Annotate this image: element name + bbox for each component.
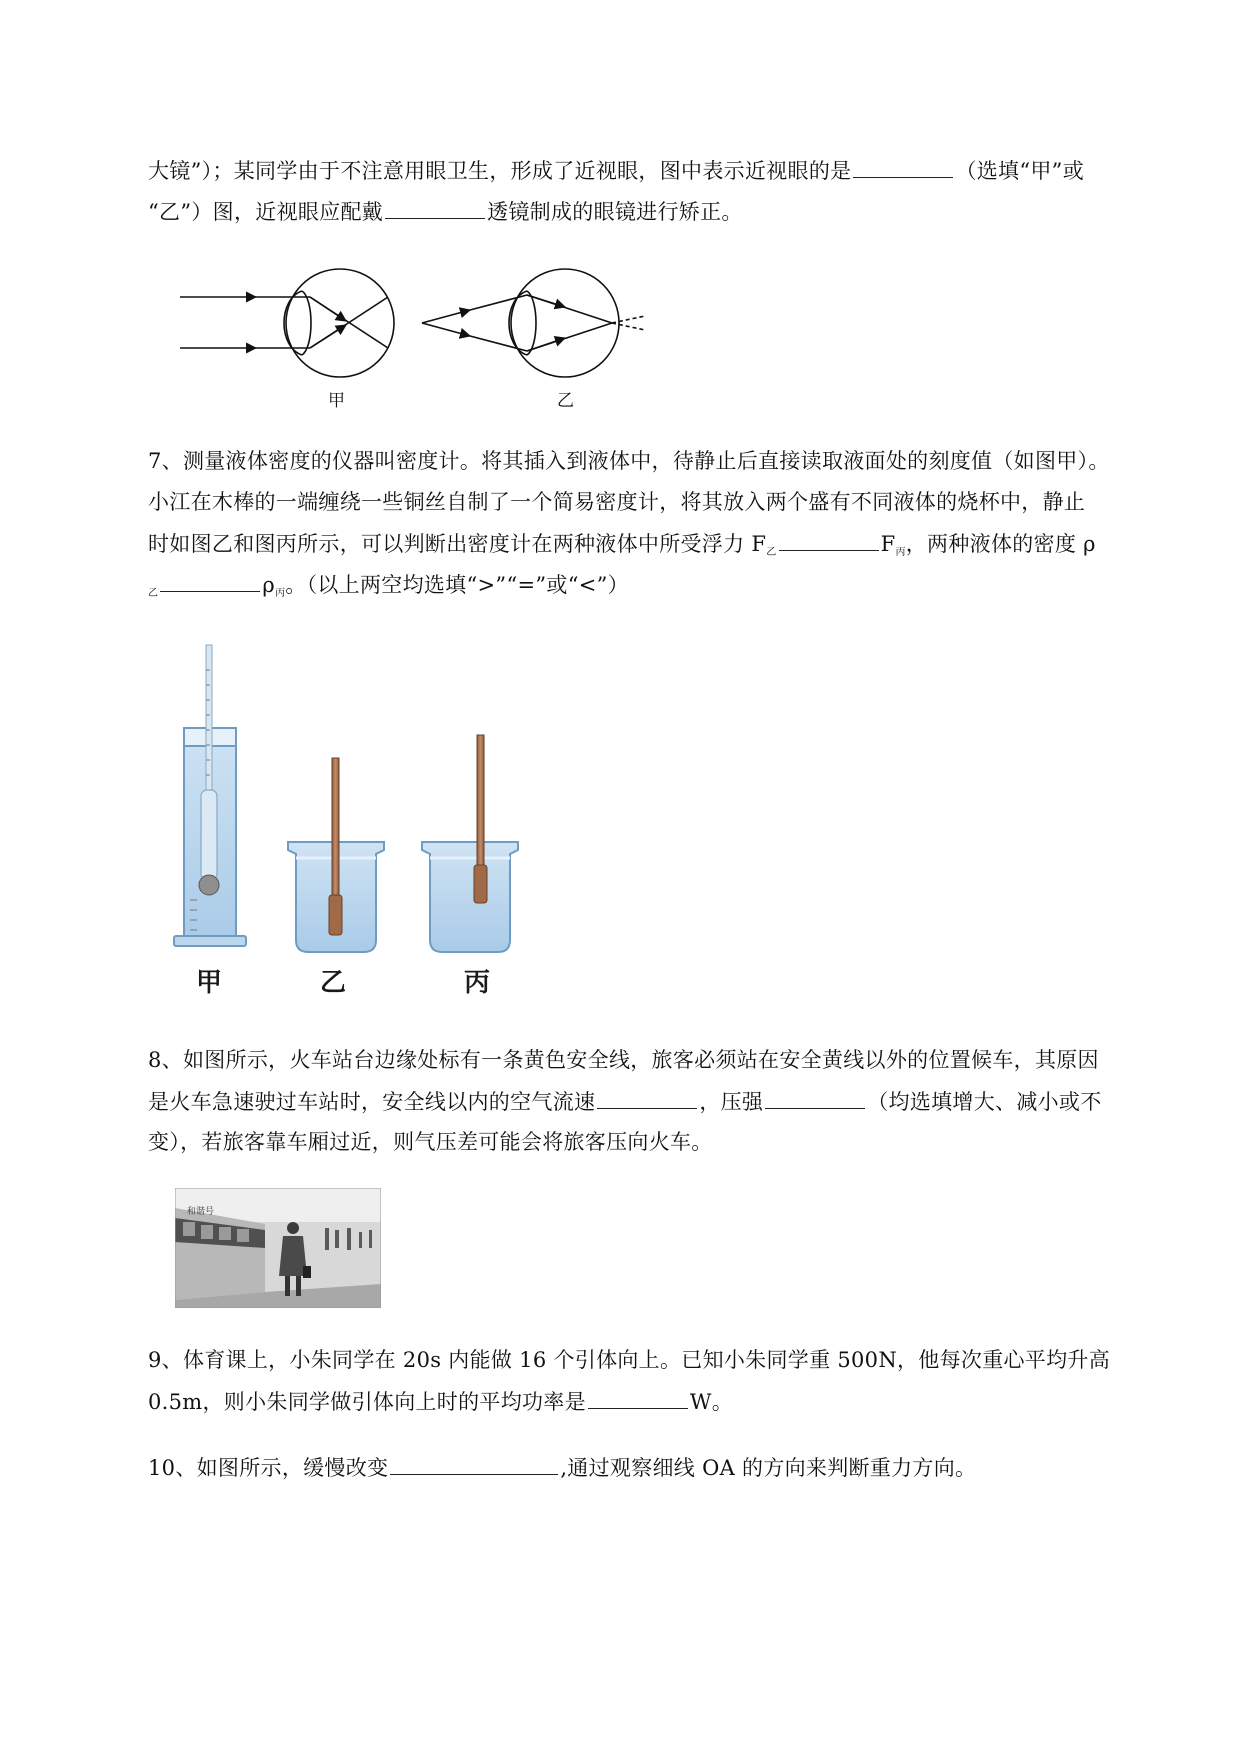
- answer-blank[interactable]: [853, 155, 953, 178]
- subscript: 乙: [148, 588, 159, 599]
- q7-line-1: [148, 446, 1110, 476]
- photo-train-text: 和谐号: [187, 1207, 215, 1217]
- q9-line-1: [148, 1345, 1110, 1375]
- figure-label-jia: 甲: [328, 391, 345, 411]
- figure-label-yi: 乙: [320, 968, 347, 998]
- beaker-yi: [288, 758, 384, 952]
- q7-text: 。（以上两空均选填“>”“=”或“<”）: [285, 573, 629, 597]
- eye-diagram-yi: [422, 269, 645, 377]
- q7-text: 时如图乙和图丙所示，可以判断出密度计在两种液体中所受浮力 F: [148, 532, 767, 556]
- answer-blank[interactable]: [390, 1452, 558, 1475]
- q6-line-2: [148, 196, 743, 227]
- q7-text: F: [880, 532, 896, 556]
- q8-line-2: [148, 1086, 1102, 1117]
- eye-diagram-jia: [180, 269, 394, 377]
- q8-text: 变），若旅客靠车厢过近，则气压差可能会将旅客压向火车。: [148, 1130, 713, 1154]
- q10-text: 10、如图所示，缓慢改变: [148, 1456, 389, 1480]
- figure-label-bing: 丙: [464, 968, 491, 998]
- answer-blank[interactable]: [779, 528, 879, 551]
- q8-text: 是火车急速驶过车站时，安全线以内的空气流速: [148, 1090, 596, 1114]
- hydrometer-figure: [170, 640, 550, 960]
- q9-text: 0.5m，则小朱同学做引体向上时的平均功率是: [148, 1390, 586, 1414]
- q6-text: 大镜”）；某同学由于不注意用眼卫生，形成了近视眼，图中表示近视眼的是: [148, 159, 852, 183]
- q6-text: 透镜制成的眼镜进行矫正。: [487, 200, 743, 224]
- train-platform-photo: [175, 1188, 381, 1308]
- q6-text: （选填“甲”或: [955, 159, 1085, 183]
- q9-text: 9、体育课上，小朱同学在 20s 内能做 16 个引体向上。已知小朱同学重 500N，他每次重心平均升高: [148, 1348, 1111, 1372]
- answer-blank[interactable]: [385, 196, 485, 219]
- figure-label-jia: 甲: [196, 968, 223, 998]
- beaker-bing: [422, 735, 518, 952]
- subscript: 丙: [274, 588, 286, 599]
- q6-text: “乙”）图，近视眼应配戴: [148, 200, 384, 224]
- q7-line-3: [148, 528, 1096, 568]
- q9-line-2: [148, 1386, 733, 1417]
- subscript: 乙: [766, 547, 777, 558]
- q8-line-1: [148, 1045, 1099, 1075]
- q8-text: ，压强: [699, 1090, 764, 1114]
- q7-text: 小江在木棒的一端缠绕一些铜丝自制了一个简易密度计，将其放入两个盛有不同液体的烧杯中，静止: [148, 490, 1086, 514]
- q7-text: ρ: [262, 573, 275, 597]
- eye-diagram: [170, 255, 670, 405]
- answer-blank[interactable]: [597, 1086, 697, 1109]
- answer-blank[interactable]: [765, 1086, 865, 1109]
- q8-text: （均选填增大、减小或不: [867, 1090, 1102, 1114]
- figure-label-yi: 乙: [557, 391, 574, 411]
- answer-blank[interactable]: [588, 1386, 688, 1409]
- q8-text: 8、如图所示，火车站台边缘处标有一条黄色安全线，旅客必须站在安全黄线以外的位置候车，其原因: [148, 1048, 1099, 1072]
- q7-line-4: [148, 569, 629, 609]
- q8-line-3: [148, 1127, 713, 1157]
- q10-text: ,通过观察细线 OA 的方向来判断重力方向。: [560, 1456, 977, 1480]
- q6-line-1: [148, 155, 1084, 186]
- subscript: 丙: [895, 547, 906, 558]
- measuring-cylinder: [174, 645, 246, 946]
- q7-text: 7、测量液体密度的仪器叫密度计。将其插入到液体中，待静止后直接读取液面处的刻度值（如图甲）。: [148, 449, 1110, 473]
- q7-line-2: [148, 487, 1085, 517]
- answer-blank[interactable]: [160, 569, 260, 592]
- q7-text: ，两种液体的密度 ρ: [905, 532, 1096, 556]
- q9-text: W。: [689, 1390, 734, 1414]
- q10-line-1: [148, 1452, 976, 1483]
